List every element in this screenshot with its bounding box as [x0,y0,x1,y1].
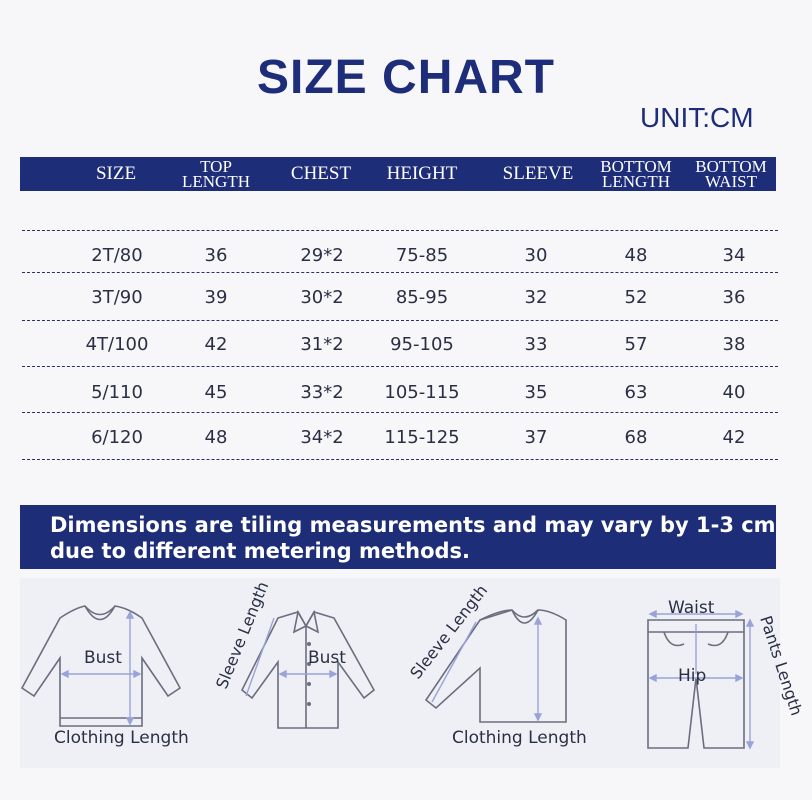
cell-height: 85-95 [395,287,449,308]
cell-bottom-waist: 42 [722,427,746,448]
cell-sleeve: 32 [524,287,548,308]
shirt-bust-label: Bust [308,648,346,668]
header-size [78,157,154,191]
header-chest-label: CHEST [290,163,352,184]
pants-hip-label: Hip [678,666,707,686]
header-bottom-length [590,157,682,191]
sweater-diagram [20,578,210,768]
cell-top-length: 39 [204,287,228,308]
pants-waist-label: Waist [668,598,715,618]
cell-chest: 31*2 [300,334,344,355]
pants-diagram [620,578,807,768]
raglan-clothing-length-label: Clothing Length [452,728,587,748]
cell-size: 6/120 [91,427,143,448]
header-height-label: HEIGHT [386,163,458,184]
cell-top-length: 42 [204,334,228,355]
cell-height: 105-115 [384,382,460,403]
cell-size: 2T/80 [91,245,143,266]
cell-bottom-length: 52 [624,287,648,308]
cell-sleeve: 35 [524,382,548,403]
cell-bottom-length: 48 [624,245,648,266]
cell-chest: 33*2 [300,382,344,403]
cell-chest: 34*2 [300,427,344,448]
cell-sleeve: 37 [524,427,548,448]
raglan-sleeve-length-label: Sleeve Length [406,581,492,683]
cell-bottom-length: 57 [624,334,648,355]
table-row [20,242,776,270]
row-divider [22,230,778,231]
table-row [20,424,776,452]
note-line-2: due to different metering methods. [50,539,470,563]
header-bottom-waist-line1: BOTTOM [695,157,767,176]
shirt-sleeve-length-label: Sleeve Length [212,578,273,692]
table-row [20,284,776,312]
page-title: SIZE CHART [257,51,555,104]
cell-sleeve: 30 [524,245,548,266]
note-line-1: Dimensions are tiling measurements and may vary by 1-3 cm [50,513,776,537]
unit-label: UNIT:CM [640,102,754,133]
header-top-length [168,157,264,191]
header-bottom-waist [686,157,776,191]
header-sleeve-label: SLEEVE [502,163,574,184]
header-size-label: SIZE [95,163,137,184]
measurement-note-banner [20,505,776,569]
shirt-outline-icon [198,578,398,768]
cell-chest: 30*2 [300,287,344,308]
cell-size: 4T/100 [85,334,149,355]
measurement-diagrams [20,578,807,768]
header-bottom-length-line2: LENGTH [602,172,670,191]
table-header [20,157,776,191]
header-bottom-waist-line2: WAIST [705,172,757,191]
row-divider [22,272,778,273]
cell-bottom-waist: 40 [722,382,746,403]
row-divider [22,459,778,460]
cell-bottom-length: 68 [624,427,648,448]
cell-size: 3T/90 [91,287,143,308]
sweater-clothing-length-label: Clothing Length [54,728,189,748]
shirt-diagram [198,578,398,768]
cell-size: 5/110 [91,382,143,403]
header-sleeve [490,157,586,191]
cell-height: 75-85 [395,245,449,266]
cell-top-length: 36 [204,245,228,266]
table-row [20,379,776,407]
header-chest [278,157,364,191]
cell-bottom-length: 63 [624,382,648,403]
cell-height: 115-125 [384,427,460,448]
header-top-length-line2: LENGTH [182,172,250,191]
header-top-length-line1: TOP [200,157,232,176]
cell-bottom-waist: 36 [722,287,746,308]
cell-chest: 29*2 [300,245,344,266]
cell-top-length: 45 [204,382,228,403]
row-divider [22,412,778,413]
cell-top-length: 48 [204,427,228,448]
sweater-bust-label: Bust [84,648,122,668]
cell-bottom-waist: 38 [722,334,746,355]
table-row [20,331,776,359]
header-bottom-length-line1: BOTTOM [600,157,672,176]
cell-sleeve: 33 [524,334,548,355]
raglan-diagram [388,578,608,768]
row-divider [22,366,778,367]
row-divider [22,320,778,321]
pants-length-label: Pants Length [756,613,807,718]
header-height [372,157,472,191]
cell-bottom-waist: 34 [722,245,746,266]
cell-height: 95-105 [390,334,454,355]
